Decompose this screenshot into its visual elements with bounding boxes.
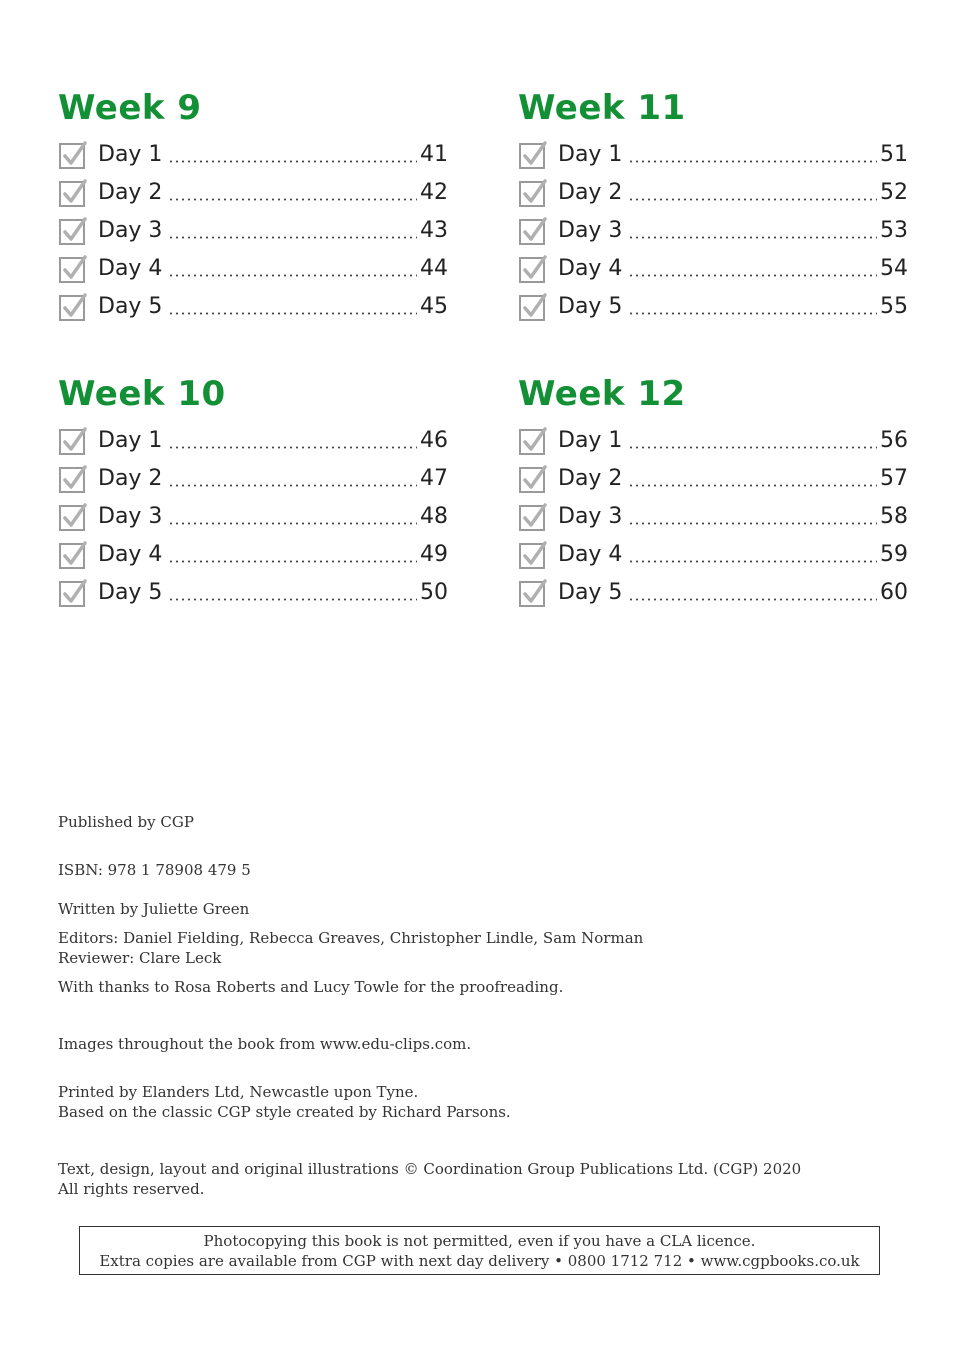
dot-leader bbox=[628, 274, 877, 277]
dot-leader bbox=[168, 446, 417, 449]
dot-leader bbox=[168, 198, 417, 201]
day-row bbox=[518, 422, 908, 460]
publisher-line: Published by CGP bbox=[58, 813, 194, 831]
dot-leader bbox=[168, 598, 417, 601]
week-title: Week 10 bbox=[58, 374, 226, 414]
day-label: Day 3 bbox=[98, 504, 163, 529]
dot-leader bbox=[628, 198, 877, 201]
checkbox-tick-icon[interactable] bbox=[58, 140, 88, 170]
copyright-line: Text, design, layout and original illustrations © Coordination Group Publications Ltd. (CGP) 2020 bbox=[58, 1160, 802, 1178]
author-line: Written by Juliette Green bbox=[58, 900, 250, 918]
page-number: 41 bbox=[420, 142, 448, 167]
page-number: 45 bbox=[420, 294, 448, 319]
day-label: Day 2 bbox=[98, 466, 163, 491]
day-label: Day 4 bbox=[98, 256, 163, 281]
notice-line: Photocopying this book is not permitted, even if you have a CLA licence. bbox=[203, 1232, 756, 1250]
checkbox-tick-icon[interactable] bbox=[58, 178, 88, 208]
style-line: Based on the classic CGP style created by Richard Parsons. bbox=[58, 1103, 511, 1121]
page-number: 54 bbox=[880, 256, 908, 281]
day-row bbox=[518, 288, 908, 326]
checkbox-tick-icon[interactable] bbox=[518, 254, 548, 284]
dot-leader bbox=[168, 312, 417, 315]
day-label: Day 1 bbox=[98, 142, 163, 167]
page-number: 51 bbox=[880, 142, 908, 167]
dot-leader bbox=[628, 236, 877, 239]
page-number: 60 bbox=[880, 580, 908, 605]
page-number: 53 bbox=[880, 218, 908, 243]
dot-leader bbox=[628, 312, 877, 315]
page-number: 50 bbox=[420, 580, 448, 605]
day-label: Day 5 bbox=[98, 294, 163, 319]
day-row bbox=[58, 174, 448, 212]
checkbox-tick-icon[interactable] bbox=[58, 578, 88, 608]
checkbox-tick-icon[interactable] bbox=[58, 216, 88, 246]
checkbox-tick-icon[interactable] bbox=[58, 464, 88, 494]
page-number: 47 bbox=[420, 466, 448, 491]
checkbox-tick-icon[interactable] bbox=[518, 426, 548, 456]
day-row bbox=[518, 136, 908, 174]
day-row bbox=[58, 498, 448, 536]
week-title: Week 11 bbox=[518, 88, 686, 128]
publication-credits bbox=[58, 812, 858, 1199]
page-number: 58 bbox=[880, 504, 908, 529]
checkbox-tick-icon[interactable] bbox=[58, 254, 88, 284]
dot-leader bbox=[168, 522, 417, 525]
page-number: 55 bbox=[880, 294, 908, 319]
checkbox-tick-icon[interactable] bbox=[518, 292, 548, 322]
day-label: Day 2 bbox=[558, 180, 623, 205]
checkbox-tick-icon[interactable] bbox=[518, 464, 548, 494]
page-number: 48 bbox=[420, 504, 448, 529]
isbn-line: ISBN: 978 1 78908 479 5 bbox=[58, 861, 251, 879]
page-number: 46 bbox=[420, 428, 448, 453]
day-label: Day 3 bbox=[98, 218, 163, 243]
day-row bbox=[58, 574, 448, 612]
day-label: Day 4 bbox=[558, 542, 623, 567]
dot-leader bbox=[628, 446, 877, 449]
page-number: 52 bbox=[880, 180, 908, 205]
day-row bbox=[58, 460, 448, 498]
day-row bbox=[58, 250, 448, 288]
day-row bbox=[518, 212, 908, 250]
day-row bbox=[518, 250, 908, 288]
dot-leader bbox=[628, 560, 877, 563]
day-label: Day 5 bbox=[558, 580, 623, 605]
day-row bbox=[518, 574, 908, 612]
day-label: Day 1 bbox=[558, 142, 623, 167]
dot-leader bbox=[168, 236, 417, 239]
checkbox-tick-icon[interactable] bbox=[518, 216, 548, 246]
day-row bbox=[518, 460, 908, 498]
dot-leader bbox=[628, 484, 877, 487]
week-12-section bbox=[518, 374, 908, 612]
checkbox-tick-icon[interactable] bbox=[518, 502, 548, 532]
week-9-section bbox=[58, 88, 448, 326]
images-line: Images throughout the book from www.edu-clips.com. bbox=[58, 1035, 472, 1053]
checkbox-tick-icon[interactable] bbox=[58, 426, 88, 456]
thanks-line: With thanks to Rosa Roberts and Lucy Towle for the proofreading. bbox=[58, 978, 564, 996]
page-number: 59 bbox=[880, 542, 908, 567]
page-number: 43 bbox=[420, 218, 448, 243]
dot-leader bbox=[168, 274, 417, 277]
reviewer-line: Reviewer: Clare Leck bbox=[58, 949, 222, 967]
editors-line: Editors: Daniel Fielding, Rebecca Greaves, Christopher Lindle, Sam Norman bbox=[58, 929, 644, 947]
page-number: 57 bbox=[880, 466, 908, 491]
week-11-section bbox=[518, 88, 908, 326]
dot-leader bbox=[168, 484, 417, 487]
checkbox-tick-icon[interactable] bbox=[518, 178, 548, 208]
day-row bbox=[58, 136, 448, 174]
page-number: 49 bbox=[420, 542, 448, 567]
checkbox-tick-icon[interactable] bbox=[58, 540, 88, 570]
day-row bbox=[518, 498, 908, 536]
day-row bbox=[58, 212, 448, 250]
day-label: Day 5 bbox=[98, 580, 163, 605]
checkbox-tick-icon[interactable] bbox=[58, 292, 88, 322]
day-label: Day 4 bbox=[558, 256, 623, 281]
dot-leader bbox=[628, 598, 877, 601]
day-row bbox=[58, 288, 448, 326]
dot-leader bbox=[628, 522, 877, 525]
week-title: Week 9 bbox=[58, 88, 202, 128]
week-title: Week 12 bbox=[518, 374, 686, 414]
dot-leader bbox=[168, 560, 417, 563]
day-row bbox=[518, 174, 908, 212]
page-number: 56 bbox=[880, 428, 908, 453]
week-10-section bbox=[58, 374, 448, 612]
checkbox-tick-icon[interactable] bbox=[518, 540, 548, 570]
day-label: Day 2 bbox=[558, 466, 623, 491]
dot-leader bbox=[168, 160, 417, 163]
page-number: 44 bbox=[420, 256, 448, 281]
notice-line: Extra copies are available from CGP with next day delivery • 0800 1712 712 • www.cgpbooks.co.uk bbox=[99, 1252, 860, 1270]
dot-leader bbox=[628, 160, 877, 163]
day-label: Day 2 bbox=[98, 180, 163, 205]
day-row bbox=[58, 422, 448, 460]
day-row bbox=[518, 536, 908, 574]
rights-line: All rights reserved. bbox=[58, 1180, 205, 1198]
checkbox-tick-icon[interactable] bbox=[518, 140, 548, 170]
day-label: Day 3 bbox=[558, 504, 623, 529]
day-label: Day 1 bbox=[98, 428, 163, 453]
day-label: Day 4 bbox=[98, 542, 163, 567]
printer-line: Printed by Elanders Ltd, Newcastle upon Tyne. bbox=[58, 1083, 419, 1101]
day-row bbox=[58, 536, 448, 574]
day-label: Day 5 bbox=[558, 294, 623, 319]
checkbox-tick-icon[interactable] bbox=[58, 502, 88, 532]
day-label: Day 3 bbox=[558, 218, 623, 243]
page-number: 42 bbox=[420, 180, 448, 205]
photocopy-notice-box bbox=[79, 1226, 880, 1275]
checkbox-tick-icon[interactable] bbox=[518, 578, 548, 608]
day-label: Day 1 bbox=[558, 428, 623, 453]
